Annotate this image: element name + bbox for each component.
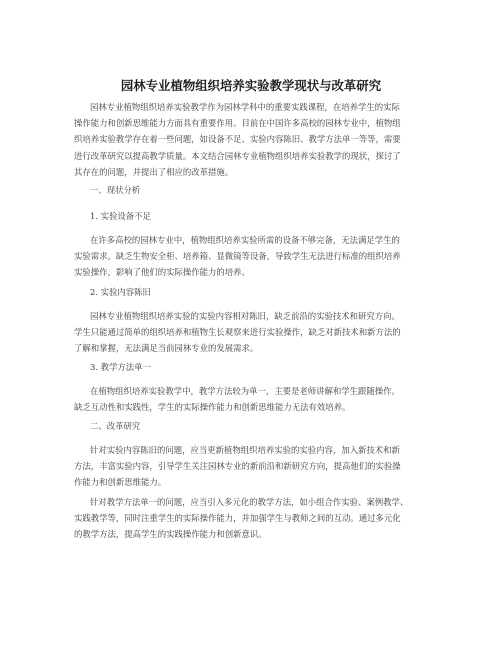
- paragraph-line: 学生只能通过简单的组织培养和植物生长观察来进行实验操作，缺乏对新技术和新方法的: [74, 327, 401, 338]
- paragraph-equipment: [74, 232, 430, 281]
- subsection-equipment: [74, 208, 430, 224]
- abstract-line: 操作能力和创新思维能力方面具有重要作用。目前在中国许多高校的园林专业中，植物组: [74, 118, 401, 129]
- subsection-heading: 1. 实验设备不足: [90, 211, 151, 221]
- paragraph-line: 方法，丰富实验内容，引导学生关注园林专业的新前沿和新研究方向，提高他们的实验操: [74, 461, 401, 472]
- paragraph-line: 实验需求。缺乏生物安全柜、培养箱、显微镜等设备，导致学生无法进行标准的组织培养: [74, 251, 401, 262]
- paragraph-content: [74, 308, 430, 357]
- paragraph-line: 在植物组织培养实验教学中，教学方法较为单一，主要是老师讲解和学生跟随操作。: [90, 386, 400, 396]
- paragraph-reform-method: [74, 494, 430, 543]
- paragraph-method: [74, 383, 430, 415]
- paragraph-line: 针对教学方法单一的问题，应当引入多元化的教学方法，如小组合作实验、案例教学、: [90, 497, 409, 507]
- subsection-method: [74, 359, 430, 375]
- paragraph-line: 作能力和创新思维能力。: [74, 477, 167, 488]
- subsection-content: [74, 284, 430, 300]
- paragraph-line: 实验操作，影响了他们的实际操作能力的培养。: [74, 267, 250, 278]
- paragraph-line: 在许多高校的园林专业中，植物组织培养实验所需的设备不够完备，无法满足学生的: [90, 235, 400, 245]
- abstract-line: 园林专业植物组织培养实验教学作为园林学科中的重要实践课程，在培养学生的实际: [90, 102, 400, 112]
- paragraph-line: 实践教学等，同时注重学生的实际操作能力，并加强学生与教师之间的互动。通过多元化: [74, 513, 401, 524]
- subsection-heading: 3. 教学方法单一: [90, 362, 151, 372]
- document-title: 园林专业植物组织培养实验教学现状与改革研究: [120, 78, 382, 93]
- section-heading-reform: [74, 418, 430, 434]
- abstract-line: 织培养实验教学存在着一些问题，如设备不足、实验内容陈旧、教学方法单一等等，需要: [74, 134, 401, 145]
- abstract-line: 其存在的问题，并提出了相应的改革措施。: [74, 166, 234, 177]
- section-heading: 一、现状分析: [90, 185, 141, 195]
- paragraph-line: 园林专业植物组织培养实验的实验内容相对陈旧，缺乏前沿的实验技术和研究方向。: [90, 311, 400, 321]
- subsection-heading: 2. 实验内容陈旧: [90, 287, 151, 297]
- paragraph-line: 缺乏互动性和实践性，学生的实际操作能力和创新思维能力无法有效培养。: [74, 402, 351, 413]
- paragraph-line: 了解和掌握，无法满足当前园林专业的发展需求。: [74, 343, 259, 354]
- section-heading: 二、改革研究: [90, 421, 141, 431]
- section-heading-status: [74, 182, 430, 198]
- paragraph-line: 针对实验内容陈旧的问题，应当更新植物组织培养实验的实验内容，加入新技术和新: [90, 445, 400, 455]
- abstract-paragraph: [74, 99, 430, 180]
- paragraph-reform-content: [74, 442, 430, 491]
- abstract-line: 进行改革研究以提高教学质量。本文结合园林专业植物组织培养实验教学的现状，探讨了: [74, 150, 401, 161]
- paragraph-line: 的教学方法，提高学生的实践操作能力和创新意识。: [74, 529, 267, 540]
